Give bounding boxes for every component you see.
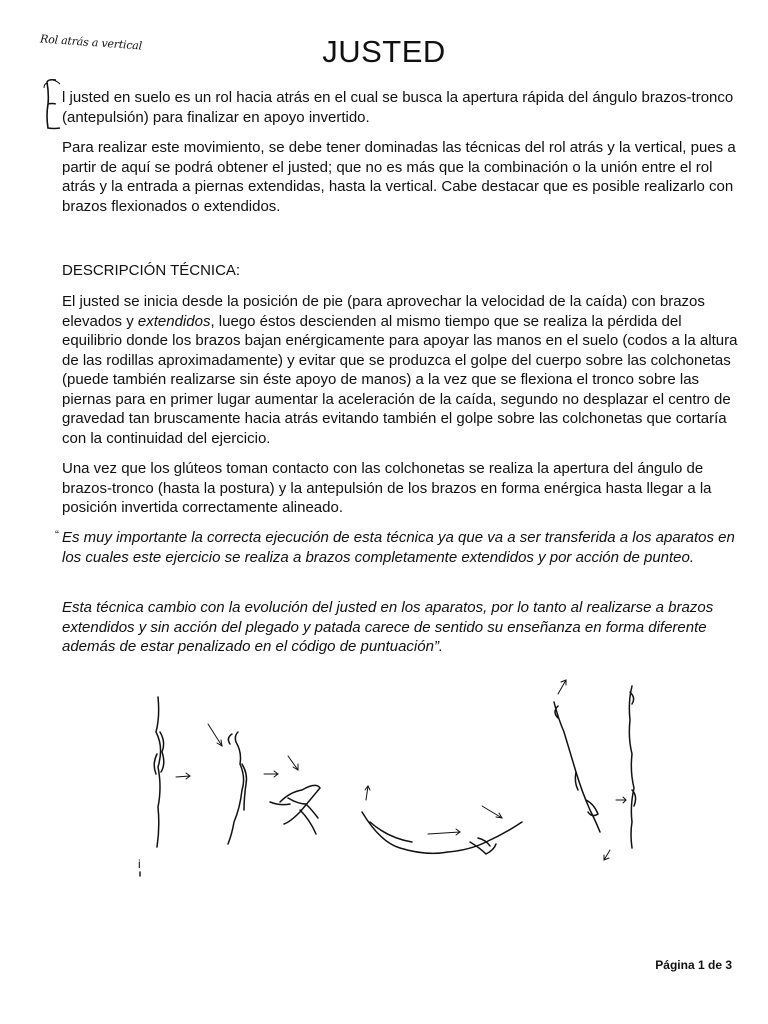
arrow-diag-2 bbox=[288, 756, 298, 770]
arrow-diag-1 bbox=[208, 724, 222, 746]
handwritten-note: Rol atrás a vertical bbox=[39, 32, 143, 53]
figure-falling bbox=[228, 732, 247, 844]
arrow-mid bbox=[428, 829, 460, 835]
paragraph-technique: El justed se inicia desde la posición de pie (para aprovechar la velocidad de la caída) con brazos elevados y extendidos, luego éstos descienden al mismo tiempo que se realiza la pérdida del equilibrio donde los brazos bajan enérgicamente para apoyar las manos en el suelo (codos a la altura de las rodillas aproximadamente) y evitar que se produzca el golpe del cuerpo sobre las colchonetas (puede también realizarse sin éste apoyo de manos) a la vez que se flexiona el tronco sobre las piernas para en primer lugar aumentar la aceleración de la caída, segundo no desplazar el centro de gravedad tan bruscamente hacia atrás evitando también el golpe sobre las colchonetas que cortaría con la continuidad del ejercicio. bbox=[62, 293, 738, 447]
arrow-1 bbox=[176, 773, 190, 779]
arrow-up bbox=[365, 786, 370, 800]
emphasis-text: extendidos bbox=[137, 312, 211, 330]
figure-standing bbox=[154, 697, 164, 847]
arrow-bottom bbox=[604, 850, 610, 860]
paragraph-requirements: Para realizar este movimiento, se debe tener dominadas las técnicas del rol atrás y la vertical, pues a partir de aquí se podrá obtener el justed; que no es más que la combinación o la unión entre el rol atrás y la entrada a piernas extendidas, hasta la vertical. Cabe destacar que es posible realizarlo con brazos flexionados o extendidos. bbox=[62, 139, 736, 215]
page-title: JUSTED bbox=[322, 34, 446, 69]
quote-paragraph: “ Es muy importante la correcta ejecución de esta técnica ya que va a ser transferida a los aparatos en los cuales este ejercicio se realiza a brazos completamente extendidos y por acción de punteo. bbox=[55, 528, 735, 566]
figure-extension bbox=[554, 702, 600, 832]
open-quote: “ bbox=[55, 528, 59, 542]
intro-paragraph: l justed en suelo es un rol hacia atrás en el cual se busca la apertura rápida del ángulo brazos-tronco (antepulsión) para finalizar en apoyo invertido. bbox=[62, 89, 734, 126]
section-heading: DESCRIPCIÓN TÉCNICA: bbox=[62, 262, 241, 279]
page-number: Página 1 de 3 bbox=[655, 958, 732, 972]
drop-cap-e bbox=[40, 78, 62, 130]
paragraph-opening: Una vez que los glúteos toman contacto con las colchonetas se realiza la apertura del ángulo de brazos-tronco (hasta la postura) y la antepulsión de los brazos en forma enérgica hasta llegar a la posición invertida correctamente alineado. bbox=[62, 460, 712, 516]
figure-rolling bbox=[270, 785, 320, 834]
quote-paragraph-continued: Esta técnica cambio con la evolución del justed en los aparatos, por lo tanto al realizarse a brazos extendidos y sin acción del plegado y patada carece de sentido su enseñanza en forma diferente además de estar penalizado en el código de puntuación”. bbox=[62, 599, 714, 655]
figure-mark: i bbox=[138, 857, 141, 871]
arrow-diag-3 bbox=[482, 806, 502, 818]
arrow-right bbox=[616, 797, 626, 803]
justed-sequence-figure bbox=[130, 672, 670, 887]
figure-handstand bbox=[629, 686, 635, 848]
arrow-2 bbox=[264, 771, 278, 777]
arrow-top bbox=[558, 680, 566, 694]
